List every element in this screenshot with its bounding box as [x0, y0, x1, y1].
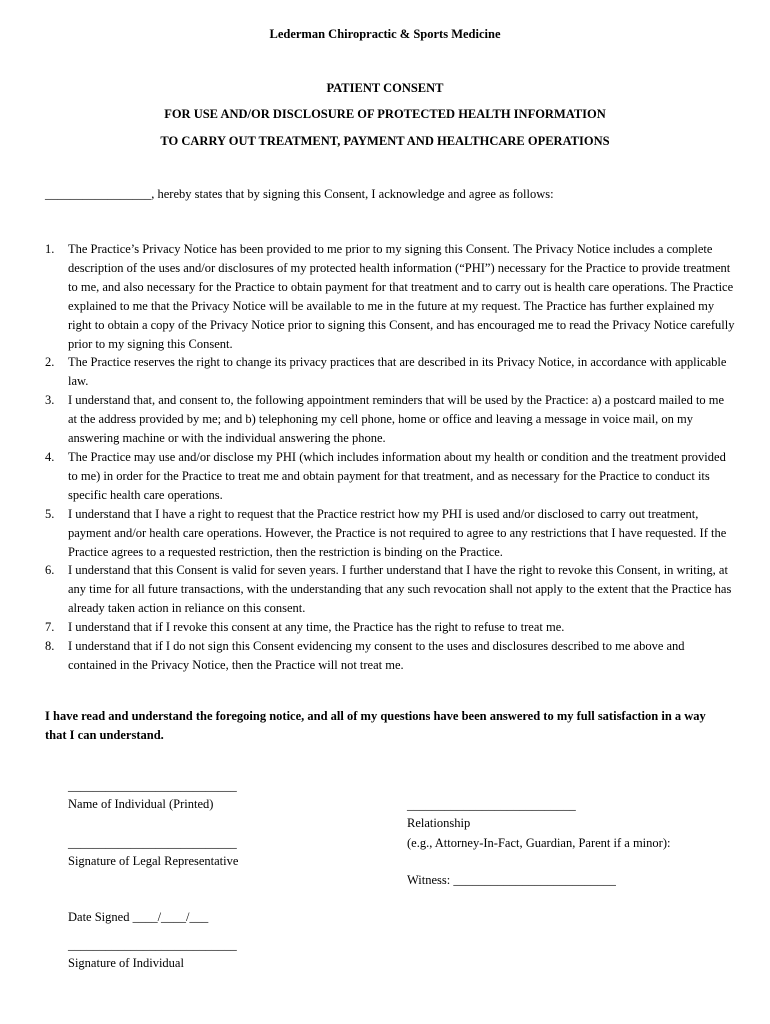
practice-name: Lederman Chiropractic & Sports Medicine	[269, 27, 501, 41]
name-printed-label: Name of Individual (Printed)	[68, 797, 214, 811]
form-subtitle-line1: FOR USE AND/OR DISCLOSURE OF PROTECTED HEALTH INFORMATION	[164, 107, 606, 121]
item-text: The Practice reserves the right to change its privacy practices that are described in its Privacy Notice, in accordance with applicable law.	[68, 355, 727, 389]
list-item	[45, 561, 735, 618]
item-text: I understand that if I do not sign this Consent evidencing my consent to the uses and disclosures described to me above and contained in the Privacy Notice, then the Practice will not treat me.	[68, 639, 685, 672]
intro-statement: _________________, hereby states that by signing this Consent, I acknowledge and agree as follows:	[45, 187, 554, 201]
list-item	[45, 391, 735, 448]
relationship-hint: (e.g., Attorney-In-Fact, Guardian, Parent if a minor):	[407, 836, 671, 850]
legal-rep-label: Signature of Legal Representative	[68, 854, 239, 868]
item-text: I understand that, and consent to, the following appointment reminders that will be used by the Practice: a) a postcard mailed to me at the address provided by me; and b) telephoning my cell phone, home or office and leaving a message in voice mail, on my answering machine or with the individual answering the phone.	[68, 393, 725, 446]
form-subtitle-line2: TO CARRY OUT TREATMENT, PAYMENT AND HEALTHCARE OPERATIONS	[160, 134, 610, 148]
name-signature-line[interactable]: ___________________________	[68, 779, 237, 793]
date-signed-field[interactable]: Date Signed ____/____/___	[68, 910, 209, 924]
item-number: 6.	[45, 563, 55, 578]
item-text: I understand that if I revoke this consent at any time, the Practice has the right to refuse to treat me.	[68, 620, 565, 635]
list-item	[45, 637, 735, 675]
witness-field[interactable]: Witness: __________________________	[407, 873, 616, 887]
individual-signature-label: Signature of Individual	[68, 956, 184, 970]
item-number: 4.	[45, 449, 55, 464]
item-number: 2.	[45, 355, 55, 370]
consent-terms-list	[45, 240, 735, 675]
individual-signature-line[interactable]: ___________________________	[68, 938, 237, 952]
list-item	[45, 353, 735, 391]
item-number: 3.	[45, 393, 55, 408]
relationship-line[interactable]: ___________________________	[407, 798, 576, 812]
item-text: I understand that I have a right to request that the Practice restrict how my PHI is used and/or disclosed to carry out treatment, payment and/or health care operations. However, the Practice is not required to agree to any restrictions that I have requested. If the Practice agrees to a requested restriction, then the restriction is binding on the Practice.	[68, 506, 727, 559]
list-item	[45, 618, 735, 637]
acknowledgement-statement: I have read and understand the foregoing notice, and all of my questions have been answered to my full satisfaction in a way that I can understand.	[45, 709, 706, 742]
form-title: PATIENT CONSENT	[326, 81, 444, 95]
item-text: The Practice may use and/or disclose my PHI (which includes information about my health or condition and the treatment provided to me) in order for the Practice to treat me and obtain payment for that treatment, and as necessary for the Practice to conduct its specific health care operations.	[68, 449, 726, 502]
list-item	[45, 240, 735, 353]
item-number: 5.	[45, 506, 55, 521]
item-number: 8.	[45, 639, 55, 654]
list-item	[45, 505, 735, 562]
item-number: 1.	[45, 242, 55, 256]
item-text: The Practice’s Privacy Notice has been provided to me prior to my signing this Consent. The Privacy Notice includes a complete description of the uses and/or disclosures of my protected health information (“PHI”) necessary for the Practice to provide treatment to me, and also necessary for the Practice to obtain payment for that treatment and to carry out is health care operations. The Practice explained to me that the Privacy Notice will be available to me in the future at my request. The Practice has further explained my right to obtain a copy of the Privacy Notice prior to signing this Consent, and has encouraged me to read the Privacy Notice carefully prior to my signing this Consent.	[68, 242, 735, 351]
list-item	[45, 448, 735, 505]
legal-rep-signature-line[interactable]: ___________________________	[68, 836, 237, 850]
item-number: 7.	[45, 620, 55, 635]
item-text: I understand that this Consent is valid for seven years. I further understand that I have the right to revoke this Consent, in writing, at any time for all future transactions, with the understanding that any such revocation shall not apply to the extent that the Practice has already taken action in reliance on this consent.	[68, 563, 732, 616]
relationship-label: Relationship	[407, 816, 471, 830]
